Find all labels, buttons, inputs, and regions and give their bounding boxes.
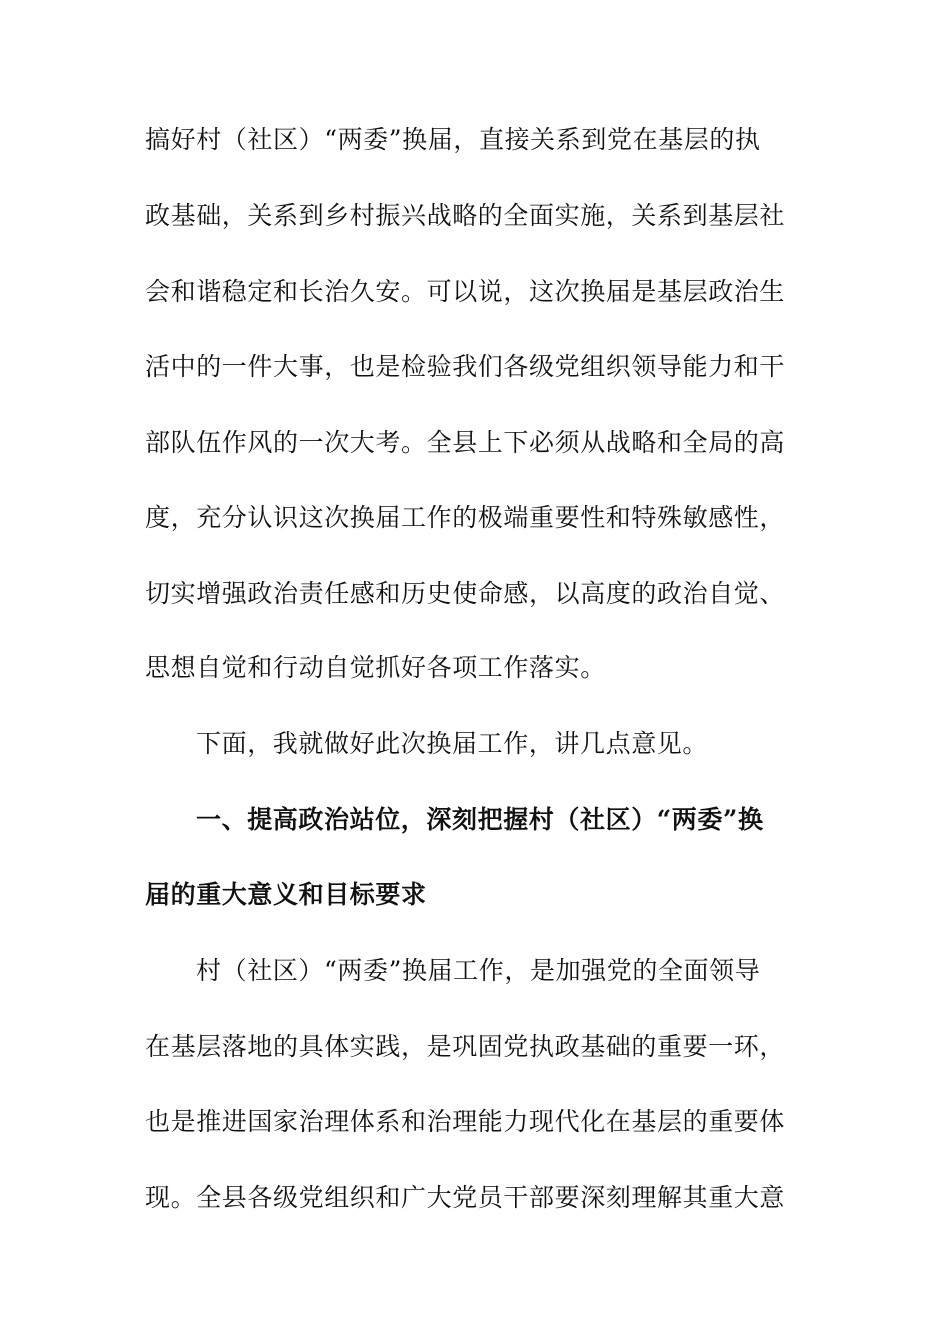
paragraph-line: 搞好村（社区）“两委”换届，直接关系到党在基层的执: [145, 125, 761, 154]
paragraph-line: 现。全县各级党组织和广大党员干部要深刻理解其重大意: [145, 1183, 786, 1212]
paragraph-line: 活中的一件大事，也是检验我们各级党组织领导能力和干: [145, 352, 786, 381]
paragraph-line: 在基层落地的具体实践，是巩固党执政基础的重要一环，: [145, 1032, 786, 1061]
paragraph-line: 会和谐稳定和长治久安。可以说，这次换届是基层政治生: [145, 277, 786, 306]
paragraph-line: 思想自觉和行动自觉抓好各项工作落实。: [145, 653, 606, 682]
paragraph-line: 村（社区）“两委”换届工作，是加强党的全面领导: [196, 956, 761, 985]
paragraph-line: 切实增强政治责任感和历史使命感，以高度的政治自觉、: [145, 579, 786, 608]
paragraph-line: 度，充分认识这次换届工作的极端重要性和特殊敏感性，: [145, 503, 786, 532]
section-heading-continued: 届的重大意义和目标要求: [145, 880, 427, 909]
paragraph-line: 也是推进国家治理体系和治理能力现代化在基层的重要体: [145, 1107, 786, 1136]
paragraph-line-intro: 下面，我就做好此次换届工作，讲几点意见。: [196, 729, 709, 758]
section-heading: 一、提高政治站位，深刻把握村（社区）“两委”换: [196, 805, 764, 834]
paragraph-line: 部队伍作风的一次大考。全县上下必须从战略和全局的高: [145, 428, 786, 457]
paragraph-line: 政基础，关系到乡村振兴战略的全面实施，关系到基层社: [145, 201, 786, 230]
